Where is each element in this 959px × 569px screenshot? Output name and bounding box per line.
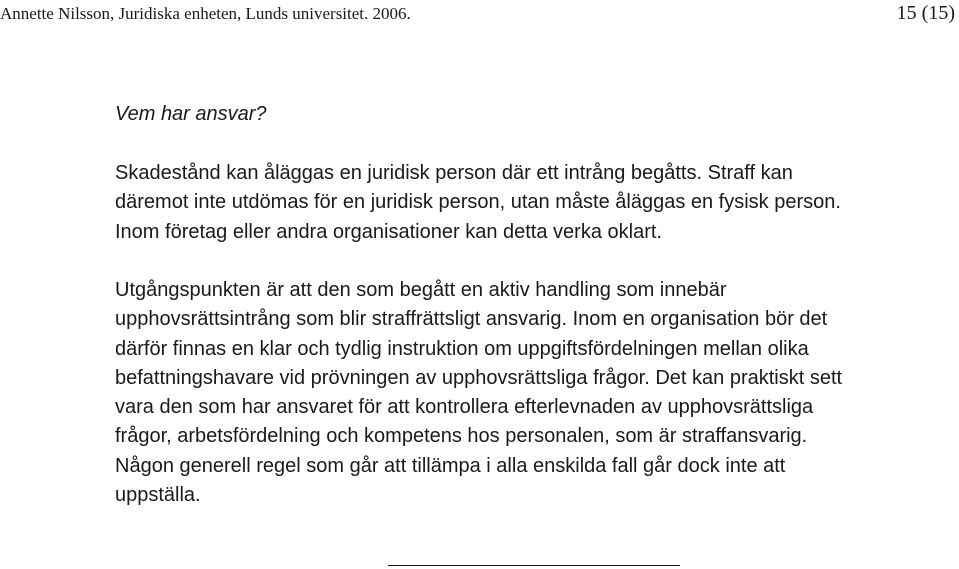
paragraph-line: upphovsrättsintrång som blir straffrättsligt ansvarig. Inom en organisation bör det: [115, 308, 828, 331]
paragraph-line: däremot inte utdömas för en juridisk person, utan måste åläggas en fysisk person.: [115, 191, 841, 214]
document-header-author: Annette Nilsson, Juridiska enheten, Lunds universitet. 2006.: [0, 4, 411, 23]
end-of-document-rule: [388, 565, 680, 566]
paragraph-line: därför finnas en klar och tydlig instruktion om uppgiftsfördelningen mellan olika: [115, 337, 809, 360]
paragraph-line: Utgångspunkten är att den som begått en aktiv handling som innebär: [115, 279, 727, 301]
paragraph-line: Inom företag eller andra organisationer kan detta verka oklart.: [115, 220, 662, 243]
paragraph-line: Någon generell regel som går att tillämpa i alla enskilda fall går dock inte att: [115, 454, 786, 477]
page-number: 15 (15): [896, 2, 955, 24]
section-heading: Vem har ansvar?: [115, 103, 267, 125]
paragraph-line: frågor, arbetsfördelning och kompetens hos personalen, som är straffansvarig.: [115, 425, 808, 448]
paragraph-line: befattningshavare vid prövningen av upphovsrättsliga frågor. Det kan praktiskt sett: [115, 366, 843, 389]
paragraph-1: [115, 159, 841, 247]
paragraph-line: vara den som har ansvaret för att kontrollera efterlevnaden av upphovsrättsliga: [115, 396, 814, 419]
paragraph-line: Skadestånd kan åläggas en juridisk person där ett intrång begåtts. Straff kan: [115, 162, 793, 184]
paragraph-2: [115, 276, 842, 510]
paragraph-line: uppställa.: [115, 484, 201, 507]
